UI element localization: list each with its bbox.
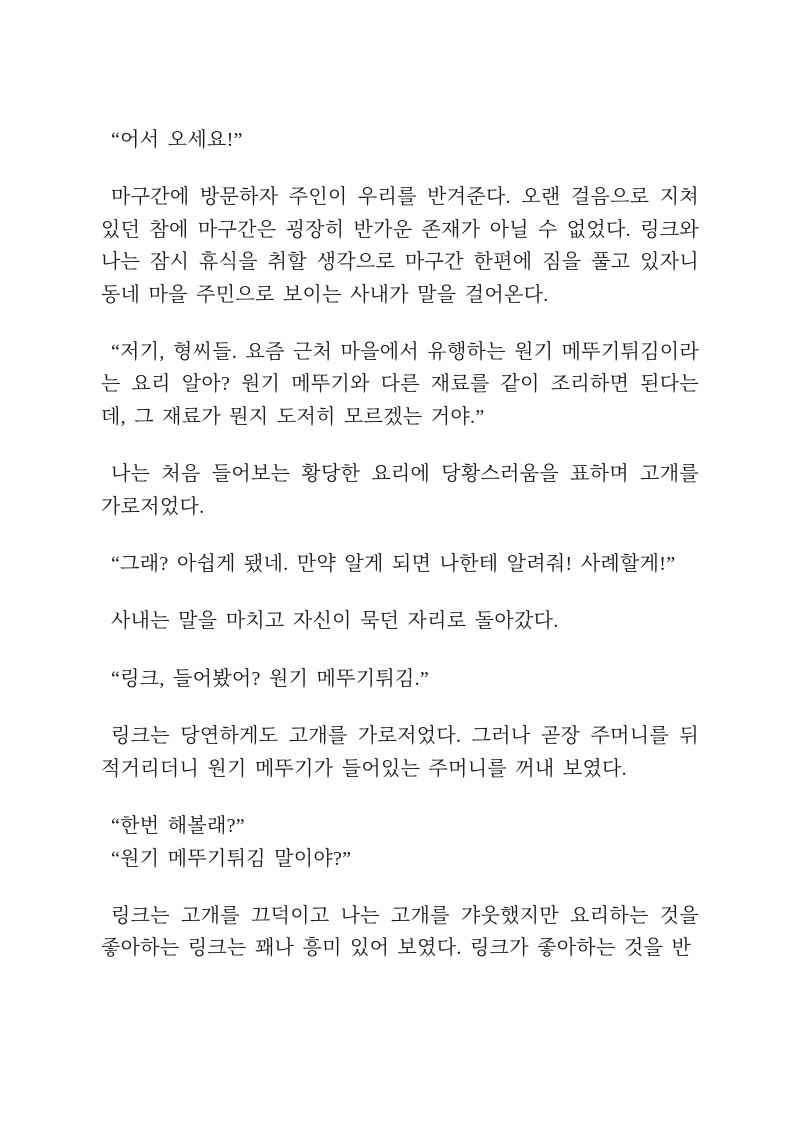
dialogue-paragraph: “어서 오세요!” xyxy=(111,129,243,151)
narration-paragraph: 나는 처음 들어보는 황당한 요리에 당황스러움을 표하며 고개를 가로저었다. xyxy=(101,463,699,518)
dialogue-paragraph: “저기, 형씨들. 요즘 근처 마을에서 유행하는 원기 메뚜기튀김이라는 요리 알아? 원기 메뚜기와 다른 재료를 같이 조리하면 된다는데, 그 재료가 뭔지 도저히 모르겠는 거야.” xyxy=(101,341,699,428)
narration-paragraph: 마구간에 방문하자 주인이 우리를 반겨준다. 오랜 걸음으로 지쳐있던 참에 마구간은 굉장히 반가운 존재가 아닐 수 없었다. 링크와 나는 잠시 휴식을 취할 생각으로 마구간 한편에 짐을 풀고 있자니 동네 마을 주민으로 보이는 사내가 말을 걸어온다. xyxy=(101,186,699,306)
narration-paragraph: 링크는 당연하게도 고개를 가로저었다. 그러나 곧장 주머니를 뒤적거리더니 원기 메뚜기가 들어있는 주머니를 꺼내 보였다. xyxy=(101,725,699,780)
narration-paragraph: 링크는 고개를 끄덕이고 나는 고개를 갸웃했지만 요리하는 것을 좋아하는 링크는 꽤나 흥미 있어 보였다. 링크가 좋아하는 것을 반 xyxy=(101,904,699,960)
dialogue-paragraph: “원기 메뚜기튀김 말이야?” xyxy=(111,847,352,870)
text-column xyxy=(101,124,699,965)
dialogue-paragraph: “그래? 아쉽게 됐네. 만약 알게 되면 나한테 알려줘! 사례할게!” xyxy=(111,553,676,576)
dialogue-paragraph: “링크, 들어봤어? 원기 메뚜기튀김.” xyxy=(111,667,430,690)
narration-paragraph: 사내는 말을 마치고 자신이 묵던 자리로 돌아갔다. xyxy=(111,610,559,633)
dialogue-paragraph: “한번 해볼래?” xyxy=(111,815,245,838)
